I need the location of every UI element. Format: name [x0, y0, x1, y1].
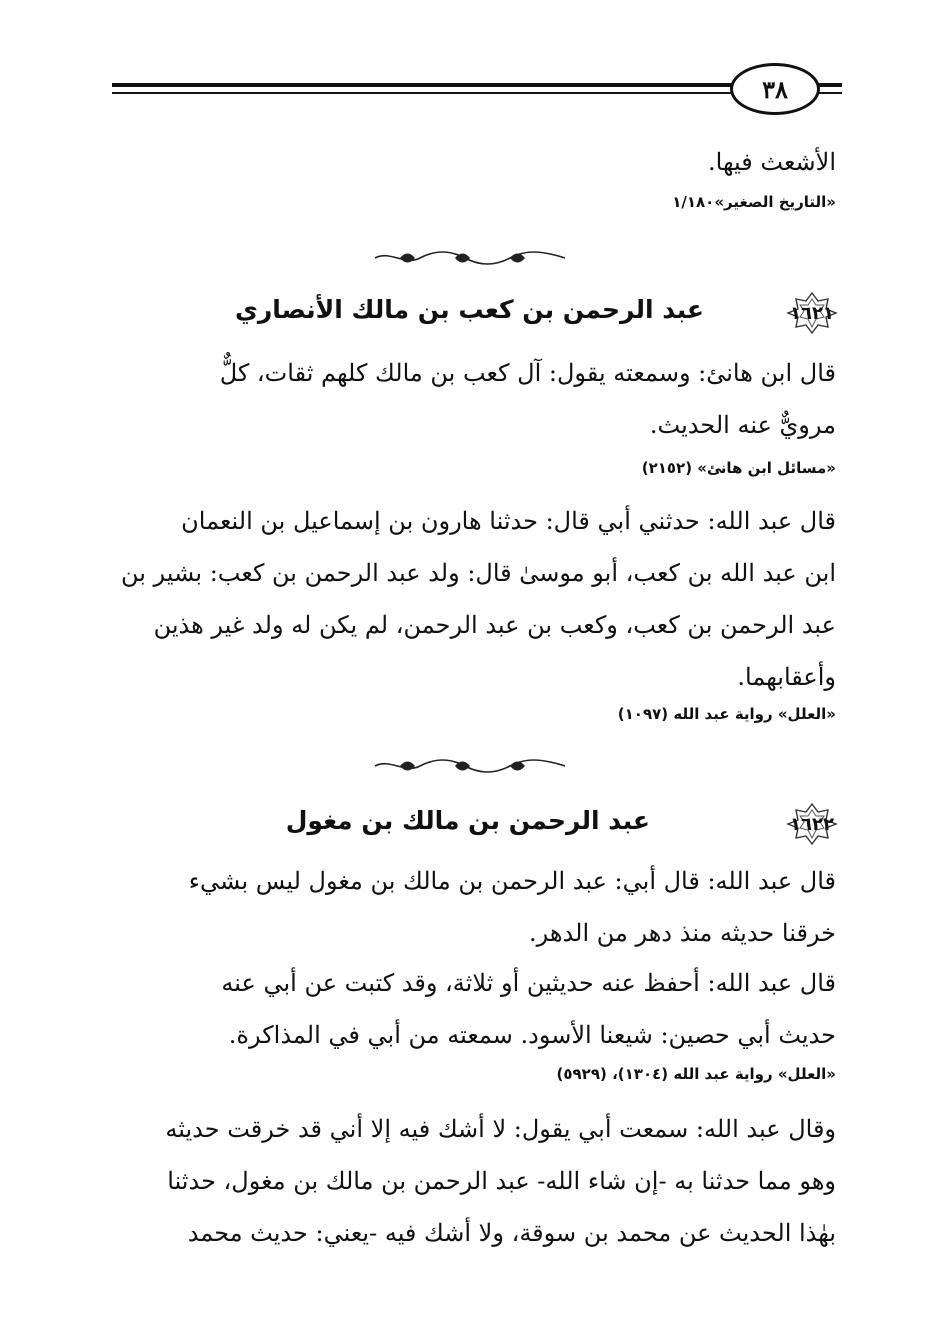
citation-source: «مسائل ابن هانئ» (٢١٥٢) [641, 459, 836, 477]
paragraph-line: قال عبد الله: حدثني أبي قال: حدثنا هارون بن إسماعيل بن النعمان [181, 507, 836, 535]
citation-source: «العلل» رواية عبد الله (١٠٩٧) [617, 705, 836, 723]
citation-source: «العلل» رواية عبد الله (١٣٠٤)، (٥٩٢٩) [556, 1065, 836, 1083]
entry-number-badge [786, 802, 838, 846]
entry-number: ١٦٢١ [790, 302, 834, 324]
paragraph-line: عبد الرحمن بن كعب، وكعب بن عبد الرحمن، لم يكن له ولد غير هذين [153, 611, 836, 639]
entry-heading: عبد الرحمن بن مالك بن مغول [285, 806, 650, 835]
paragraph-line: خرقنا حديثه منذ دهر من الدهر. [529, 919, 836, 947]
paragraph-line: مرويٌّ عنه الحديث. [649, 411, 836, 439]
paragraph-line: قال ابن هانئ: وسمعته يقول: آل كعب بن مالك كلهم ثقات، كلٌّ [219, 359, 836, 387]
paragraph-line: ابن عبد الله بن كعب، أبو موسىٰ قال: ولد عبد الرحمن بن كعب: بشير بن [120, 559, 836, 587]
paragraph-line: حديث أبي حصين: شيعنا الأسود. سمعته من أبي في المذاكرة. [228, 1021, 836, 1049]
carry-over-source: «التاريخ الصغير»١/١٨٠ [672, 193, 836, 211]
paragraph-line: وهو مما حدثنا به -إن شاء الله- عبد الرحمن بن مالك بن مغول، حدثنا [167, 1167, 836, 1195]
carry-over-text: الأشعث فيها. [708, 148, 836, 176]
entry-number-badge [786, 291, 838, 335]
paragraph-line: قال عبد الله: قال أبي: عبد الرحمن بن مالك بن مغول ليس بشيء [188, 867, 836, 895]
section-ornament [370, 250, 570, 266]
page-number-badge [730, 63, 820, 115]
paragraph-line: بهٰذا الحديث عن محمد بن سوقة، ولا أشك فيه -يعني: حديث محمد [187, 1219, 836, 1247]
page-number: ٣٨ [762, 74, 788, 104]
paragraph-line: وقال عبد الله: سمعت أبي يقول: لا أشك فيه إلا أني قد خرقت حديثه [165, 1115, 836, 1143]
entry-heading: عبد الرحمن بن كعب بن مالك الأنصاري [234, 295, 704, 324]
section-ornament [370, 758, 570, 774]
paragraph-line: وأعقابهما. [737, 663, 836, 691]
paragraph-line: قال عبد الله: أحفظ عنه حديثين أو ثلاثة، وقد كتبت عن أبي عنه [221, 969, 836, 997]
entry-number: ١٦٢٢ [790, 813, 834, 835]
